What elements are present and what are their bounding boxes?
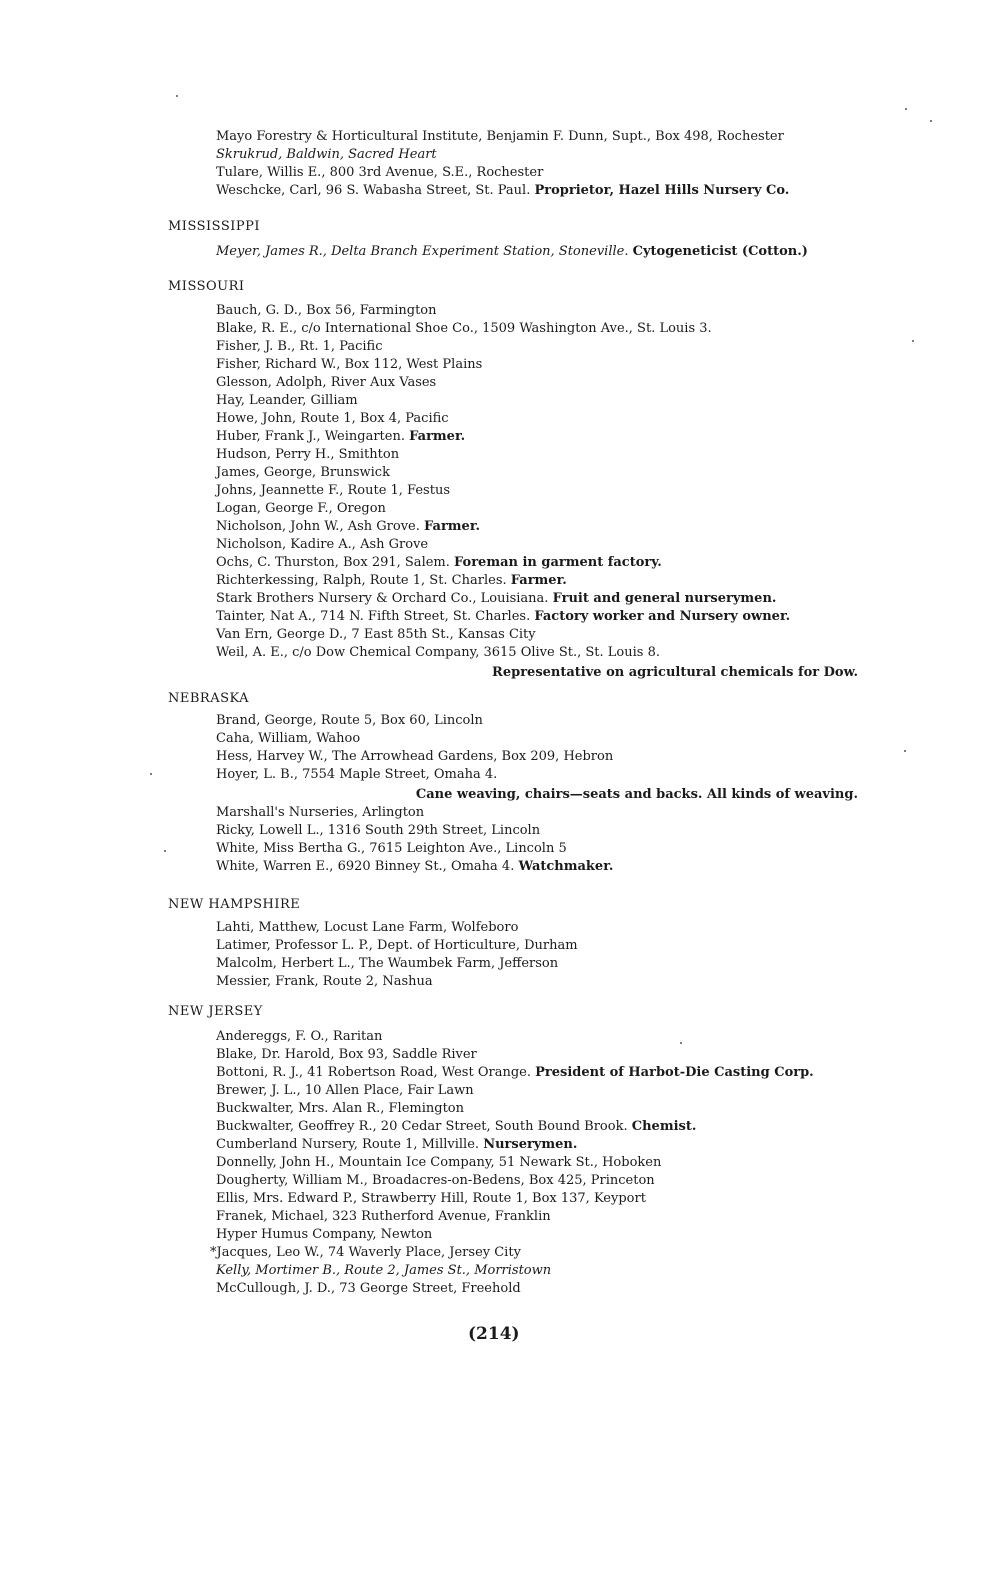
state-heading: MISSISSIPPI (168, 219, 261, 234)
list-item: Johns, Jeannette F., Route 1, Festus (216, 483, 450, 498)
list-item: Latimer, Professor L. P., Dept. of Horticulture, Durham (216, 938, 578, 953)
list-item: Meyer, James R., Delta Branch Experiment Station, Stoneville. Cytogeneticist (Cotton.) (216, 244, 808, 259)
list-item: Stark Brothers Nursery & Orchard Co., Louisiana. Fruit and general nurserymen. (216, 591, 777, 606)
page-number: (214) (468, 1324, 520, 1344)
list-item: Fisher, J. B., Rt. 1, Pacific (216, 339, 383, 354)
list-item: Skrukrud, Baldwin, Sacred Heart (216, 147, 437, 162)
list-item: Caha, William, Wahoo (216, 731, 361, 746)
list-item: Dougherty, William M., Broadacres-on-Bedens, Box 425, Princeton (216, 1173, 655, 1188)
entry-note: Farmer. (424, 519, 481, 534)
list-item: White, Miss Bertha G., 7615 Leighton Ave., Lincoln 5 (216, 841, 567, 856)
list-item: Buckwalter, Mrs. Alan R., Flemington (216, 1101, 465, 1116)
list-item: Bauch, G. D., Box 56, Farmington (216, 303, 437, 318)
list-item: Hoyer, L. B., 7554 Maple Street, Omaha 4. (216, 767, 498, 782)
list-item: Hay, Leander, Gilliam (216, 393, 358, 408)
scan-speck (150, 773, 152, 775)
list-item: Richterkessing, Ralph, Route 1, St. Charles. Farmer. (216, 573, 567, 588)
list-item: Weil, A. E., c/o Dow Chemical Company, 3615 Olive St., St. Louis 8. (216, 645, 660, 660)
entry-note: Fruit and general nurserymen. (552, 591, 777, 606)
list-item: Cumberland Nursery, Route 1, Millville. Nurserymen. (216, 1137, 578, 1152)
list-item: Blake, Dr. Harold, Box 93, Saddle River (216, 1047, 477, 1062)
list-item: Nicholson, John W., Ash Grove. Farmer. (216, 519, 481, 534)
list-item: Messier, Frank, Route 2, Nashua (216, 974, 433, 989)
list-item: Ellis, Mrs. Edward P., Strawberry Hill, Route 1, Box 137, Keyport (216, 1191, 646, 1206)
list-item: McCullough, J. D., 73 George Street, Freehold (216, 1281, 521, 1296)
list-item: Brewer, J. L., 10 Allen Place, Fair Lawn (216, 1083, 474, 1098)
list-item: Howe, John, Route 1, Box 4, Pacific (216, 411, 449, 426)
list-item: Van Ern, George D., 7 East 85th St., Kansas City (216, 627, 536, 642)
scan-speck (904, 750, 906, 752)
list-item: Mayo Forestry & Horticultural Institute, Benjamin F. Dunn, Supt., Box 498, Rochester (216, 129, 784, 144)
list-item: Marshall's Nurseries, Arlington (216, 805, 425, 820)
entry-note: Nurserymen. (483, 1137, 578, 1152)
list-item: Malcolm, Herbert L., The Waumbek Farm, Jefferson (216, 956, 559, 971)
list-item: Kelly, Mortimer B., Route 2, James St., Morristown (216, 1263, 552, 1278)
list-item: Hess, Harvey W., The Arrowhead Gardens, Box 209, Hebron (216, 749, 614, 764)
list-item: Andereggs, F. O., Raritan (216, 1029, 383, 1044)
state-heading: NEBRASKA (168, 691, 250, 706)
list-item: Lahti, Matthew, Locust Lane Farm, Wolfeboro (216, 920, 519, 935)
entry-note: Proprietor, Hazel Hills Nursery Co. (534, 183, 790, 198)
scan-speck (164, 850, 166, 852)
entry-note: Farmer. (510, 573, 567, 588)
state-heading: NEW HAMPSHIRE (168, 897, 301, 912)
list-item: Bottoni, R. J., 41 Robertson Road, West Orange. President of Harbot-Die Casting Corp. (216, 1065, 814, 1080)
entry-continuation: Representative on agricultural chemicals for Dow. (492, 665, 858, 680)
list-item: Tainter, Nat A., 714 N. Fifth Street, St. Charles. Factory worker and Nursery owner. (216, 609, 791, 624)
list-item: Nicholson, Kadire A., Ash Grove (216, 537, 429, 552)
list-item: Blake, R. E., c/o International Shoe Co., 1509 Washington Ave., St. Louis 3. (216, 321, 712, 336)
list-item: Hyper Humus Company, Newton (216, 1227, 433, 1242)
list-item: *Jacques, Leo W., 74 Waverly Place, Jersey City (210, 1245, 521, 1260)
list-item: Weschcke, Carl, 96 S. Wabasha Street, St. Paul. Proprietor, Hazel Hills Nursery Co. (216, 183, 790, 198)
entry-note: Cytogeneticist (Cotton.) (632, 244, 808, 259)
entry-note: Farmer. (409, 429, 466, 444)
list-item: Donnelly, John H., Mountain Ice Company, 51 Newark St., Hoboken (216, 1155, 662, 1170)
scan-speck (680, 1042, 682, 1044)
entry-note: Watchmaker. (518, 859, 614, 874)
scan-speck (912, 340, 914, 342)
list-item: White, Warren E., 6920 Binney St., Omaha 4. Watchmaker. (216, 859, 614, 874)
state-heading: MISSOURI (168, 279, 245, 294)
scan-speck (930, 120, 932, 122)
list-item: Huber, Frank J., Weingarten. Farmer. (216, 429, 466, 444)
list-item: Franek, Michael, 323 Rutherford Avenue, Franklin (216, 1209, 551, 1224)
list-item: Logan, George F., Oregon (216, 501, 386, 516)
entry-continuation: Cane weaving, chairs—seats and backs. All kinds of weaving. (415, 787, 858, 802)
list-item: Tulare, Willis E., 800 3rd Avenue, S.E., Rochester (216, 165, 544, 180)
list-item: Buckwalter, Geoffrey R., 20 Cedar Street, South Bound Brook. Chemist. (216, 1119, 697, 1134)
list-item: Glesson, Adolph, River Aux Vases (216, 375, 437, 390)
list-item: Hudson, Perry H., Smithton (216, 447, 400, 462)
entry-note: Chemist. (631, 1119, 697, 1134)
scan-speck (905, 108, 907, 110)
entry-note: Foreman in garment factory. (454, 555, 662, 570)
list-item: Brand, George, Route 5, Box 60, Lincoln (216, 713, 483, 728)
entry-note: President of Harbot-Die Casting Corp. (535, 1065, 814, 1080)
state-heading: NEW JERSEY (168, 1004, 263, 1019)
list-item: Ricky, Lowell L., 1316 South 29th Street, Lincoln (216, 823, 541, 838)
list-item: James, George, Brunswick (216, 465, 390, 480)
entry-note: Factory worker and Nursery owner. (534, 609, 791, 624)
scan-speck (176, 95, 178, 97)
list-item: Ochs, C. Thurston, Box 291, Salem. Foreman in garment factory. (216, 555, 662, 570)
list-item: Fisher, Richard W., Box 112, West Plains (216, 357, 483, 372)
